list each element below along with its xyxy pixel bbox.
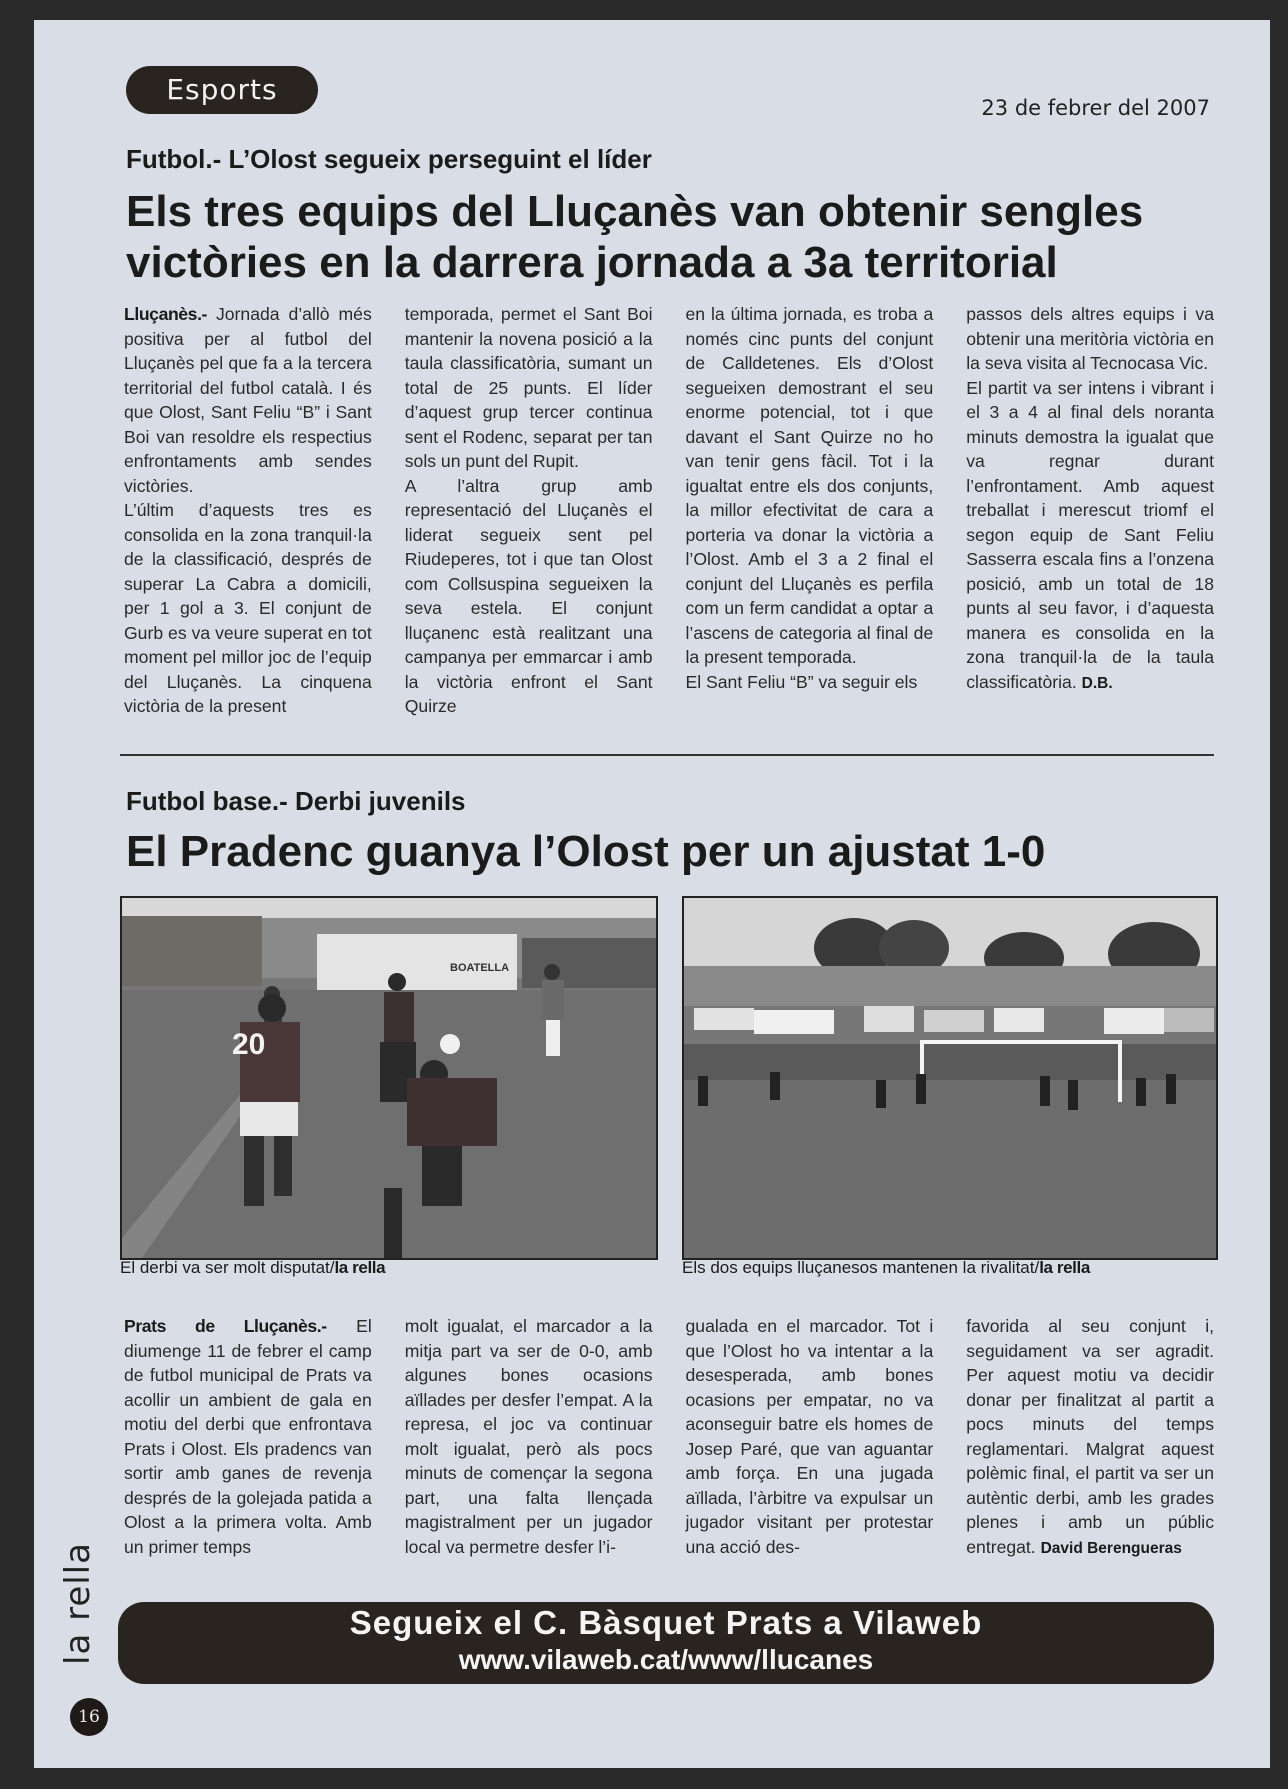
article1-body [124,302,1214,719]
photo-teams-credit: la rella [1039,1258,1090,1277]
section-divider [120,754,1214,756]
article1-headline: Els tres equips del Lluçanès van obtenir sengles victòries en la darrera jornada a 3a territorial [126,187,1144,288]
publication-brand: la rella [58,1542,98,1665]
article2-col4-text: favorida al seu conjunt i, seguidament va ser agradit. Per aquest motiu va decidir donar per finalitzat al partit a pocs minuts del temps reglamentari. Malgrat aquest polèmic final, el partit va ser un autèntic derbi, amb les grades plenes i amb un públic entregat. [966,1316,1214,1557]
photo-teams-image [684,898,1216,1258]
article1-col4-para1: passos dels altres equips i va obtenir una meritòria victòria en la seva visita al Tecnocasa Vic. [966,304,1214,373]
article2-body [124,1314,1214,1561]
banner-line-1: Segueix el C. Bàsquet Prats a Vilaweb [349,1604,983,1641]
article2-col2-text: molt igualat, el marcador a la mitja part va ser de 0-0, amb algunes bones ocasions aïllades per desfer l’empat. A la represa, el joc va continuar molt igualat, però als pocs minuts de començar la segona part, una falta llençada magistralment per un jugador local va permetre desfer l’i- [404,1316,653,1557]
article2-column-1 [124,1314,372,1561]
photo-derbi-caption-text: El derbi va ser molt disputat/ [120,1258,335,1277]
photo-derbi-jersey-number: 20 [232,1028,266,1061]
photo-derbi-image [122,898,656,1258]
article1-column-2 [405,302,653,719]
article2-lead: Prats de Lluçanès.- [124,1316,327,1336]
article1-col3-para2: El Sant Feliu “B” va seguir els [685,671,918,692]
article2-signature: David Berengueras [1040,1539,1182,1557]
article1-col2-para1: temporada, permet el Sant Boi mantenir la novena posició a la taula classificatòria, sumant un total de 25 punts. El líder d’aquest grup tercer continua sent el Rodenc, separat per tan sols un punt del Rupit. [404,304,653,471]
article2-column-3 [686,1314,934,1561]
article2-col1-text: El diumenge 11 de febrer el camp de futbol municipal de Prats va acollir un ambient de gala en motiu del derbi que enfrontava Prats i Olost. Els pradencs van sortir amb ganes de revenja després de la golejada patida a Olost a la primera volta. Amb un primer temps [124,1316,372,1557]
article1-column-3 [686,302,934,719]
article1-col2-para2: A l’altra grup amb representació del Lluçanès el liderat segueix sent pel Riudeperes, tot i que tan Olost com Collsuspina segueixen la seva estela. El conjunt lluçanenc està realitzant una campanya per emmarcar i amb la victòria enfront el Sant Quirze [404,475,653,716]
article1-column-4 [966,302,1214,719]
photo-derbi-players [120,896,658,1260]
page-number: 16 [70,1698,108,1736]
photo-teams-caption [682,1258,1090,1278]
photo-derbi-credit: la rella [334,1258,386,1277]
article1-col1-para1: Jornada d’allò més positiva per al futbol del Lluçanès pel que fa a la tercera territorial del futbol català. I és que Olost, Sant Feliu “B” i Sant Boi van resoldre els respectius enfrontaments amb sendes victòries. [124,304,372,496]
article2-kicker: Futbol base.- Derbi juvenils [126,786,466,816]
article1-column-1 [124,302,372,719]
article2-col3-text: gualada en el marcador. Tot i que l’Olost ho va intentar a la desesperada, amb bones ocasions per empatar, no va aconseguir batre els homes de Josep Paré, que van aguantar amb força. En una jugada aïllada, l’àrbitre va expulsar un jugador visitant per protestar una acció des- [685,1316,934,1557]
section-badge: Esports [126,66,318,114]
article2-headline: El Pradenc guanya l’Olost per un ajustat 1-0 [126,827,1046,876]
photo-derbi-caption [120,1258,385,1278]
article2-column-2 [405,1314,653,1561]
banner-url: www.vilaweb.cat/www/llucanes [458,1644,874,1675]
article1-col1-para2: L’últim d’aquests tres es consolida en la zona tranquil·la de la classificació, després de superar La Cabra a domicili, per 1 gol a 3. El conjunt de Gurb es va veure superat en tot moment pel millor joc de l’equip del Lluçanès. La cinquena victòria de la present [124,500,372,716]
article1-col4-para2: El partit va ser intens i vibrant i el 3 a 4 al final dels noranta minuts demostra la igualat que va regnar durant l’enfrontament. Amb aquest treballat i merescut triomf el segon equip de Sant Feliu Sasserra escala fins a l’onzena posició, amb un total de 18 punts al seu favor, i d’aquesta manera es consolida en la zona tranquil·la de la taula classificatòria. [966,377,1214,692]
article2-column-4 [966,1314,1214,1561]
article1-signature: D.B. [1081,674,1113,692]
article1-lead: Lluçanès.- [124,304,208,324]
photo-teams-caption-text: Els dos equips lluçanesos mantenen la rivalitat/ [682,1258,1040,1277]
issue-date: 23 de febrer del 2007 [981,96,1210,120]
vilaweb-banner [118,1602,1214,1684]
article1-col3-para1: en la última jornada, es troba a només cinc punts del conjunt de Calldetenes. Els d’Olost segueixen demostrant el seu enorme potencial, tot i que davant el Sant Quirze no ho van tenir gens fàcil. Tot i la igualtat entre els dos conjunts, la millor efectivitat de cara a porteria va donar la victòria a l’Olost. Amb el 3 a 2 final el conjunt del Lluçanès es perfila com un ferm candidat a optar a l’ascens de categoria al final de la present temporada. [685,304,934,667]
photo-teams-rivalry [682,896,1218,1260]
article1-kicker: Futbol.- L’Olost segueix perseguint el líder [126,144,652,174]
photo-derbi-sign: BOATELLA [450,962,510,974]
